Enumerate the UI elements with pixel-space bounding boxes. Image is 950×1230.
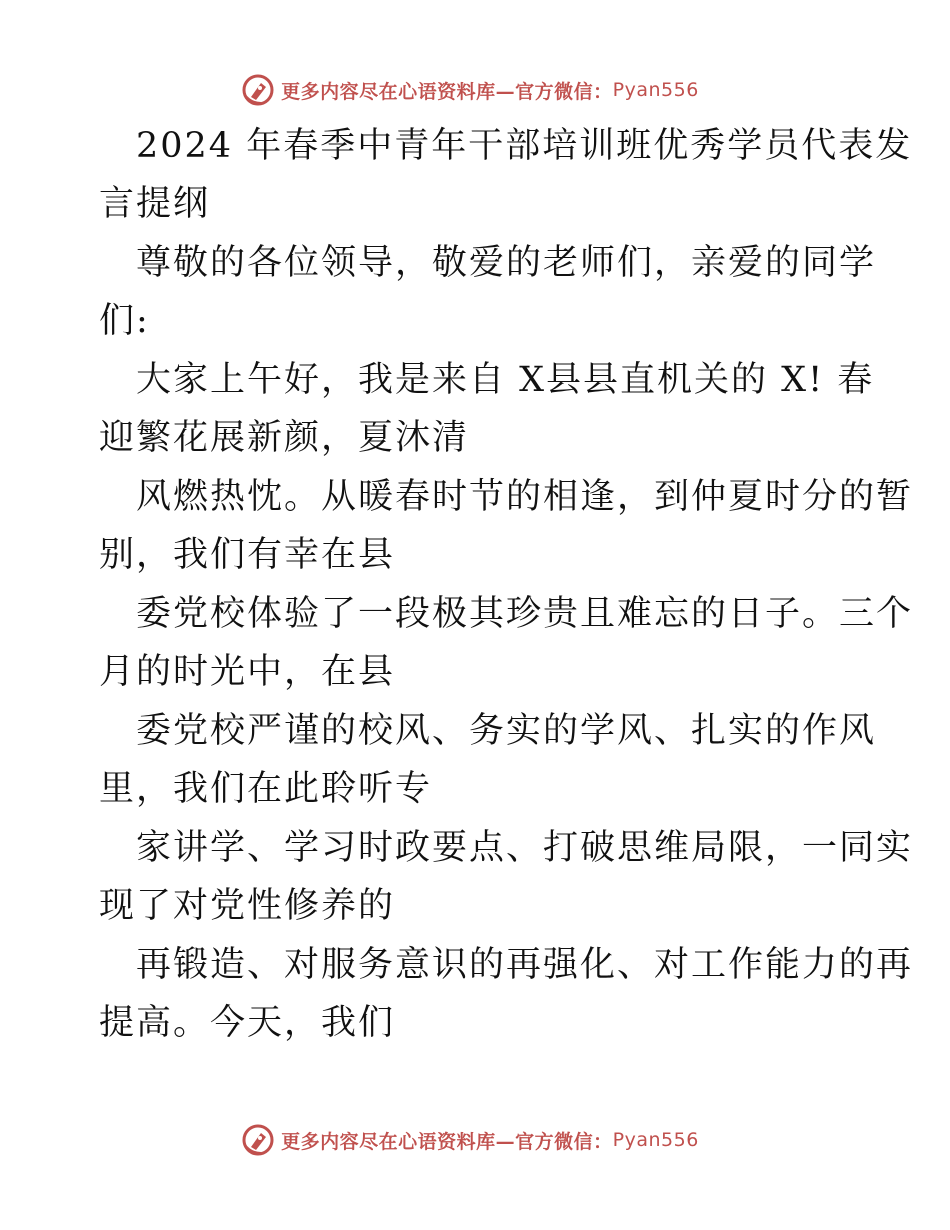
watermark-wechat-id: Pyan556: [612, 79, 699, 101]
watermark-wechat-id: Pyan556: [612, 1129, 699, 1151]
salutation-line-1: 尊敬的各位领导，敬爱的老师们，亲爱的同学: [136, 243, 877, 283]
body-line: 委党校体验了一段极其珍贵且难忘的日子。三个: [136, 594, 914, 634]
title-line-1: 2024 年春季中青年干部培训班优秀学员代表发: [136, 126, 913, 166]
footer-watermark: [0, 1120, 950, 1160]
header-watermark: [0, 70, 950, 110]
body-line: 别，我们有幸在县: [99, 535, 396, 575]
body-line: 风燃热忱。从暖春时节的相逢，到仲夏时分的暂: [136, 477, 914, 517]
pen-nib-seal-icon: [241, 1123, 275, 1157]
body-line: 月的时光中，在县: [99, 652, 396, 692]
body-line: 里，我们在此聆听专: [99, 769, 433, 809]
body-line: 家讲学、学习时政要点、打破思维局限，一同实: [136, 828, 914, 868]
body-line: 委党校严谨的校风、务实的学风、扎实的作风: [136, 711, 877, 751]
watermark-text: 更多内容尽在心语资料库—官方微信：: [281, 1130, 613, 1153]
title-line-2: 言提纲: [99, 184, 211, 224]
body-line: 大家上午好，我是来自 X县县直机关的 X! 春: [136, 360, 875, 400]
salutation-line-2: 们:: [99, 301, 150, 341]
body-line: 迎繁花展新颜，夏沐清: [99, 418, 470, 458]
body-line: 现了对党性修养的: [99, 886, 396, 926]
body-line: 提高。今天，我们: [99, 1003, 396, 1043]
body-line: 再锻造、对服务意识的再强化、对工作能力的再: [136, 945, 914, 985]
watermark-text: 更多内容尽在心语资料库—官方微信：: [281, 80, 613, 103]
pen-nib-seal-icon: [241, 73, 275, 107]
